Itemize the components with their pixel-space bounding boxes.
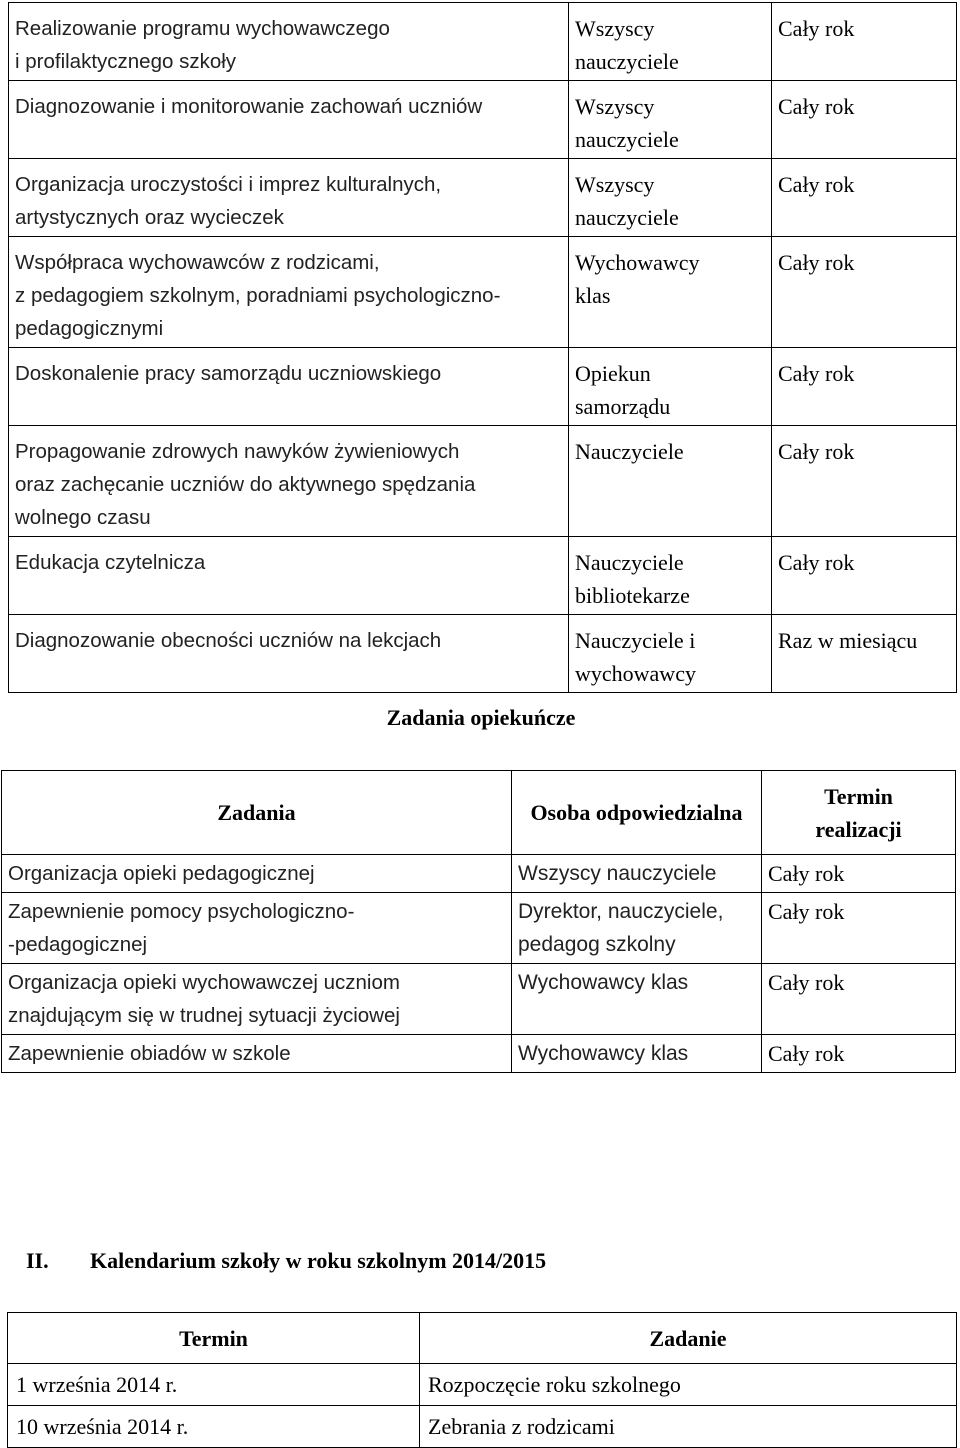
term-cell: Cały rok (762, 1035, 956, 1073)
task-cell (2, 855, 512, 893)
header-term (762, 771, 956, 855)
header-line: Termin (824, 783, 893, 809)
cell-line: -pedagogicznej (8, 933, 148, 956)
cell-line: Wszyscy (575, 16, 655, 41)
task-cell (2, 964, 512, 1035)
cell-line: Wszyscy (575, 94, 655, 119)
cell-line: Doskonalenie pracy samorządu uczniowskiego (15, 362, 442, 385)
tasks-table-educational (8, 2, 957, 693)
table-row (8, 1364, 957, 1406)
task-cell (9, 3, 569, 81)
cell-line: nauczyciele (575, 127, 679, 152)
task-cell (9, 537, 569, 615)
cell-line: nauczyciele (575, 205, 679, 230)
term-cell: Cały rok (762, 855, 956, 893)
cell-line: klas (575, 283, 611, 308)
cell-line: wolnego czasu (15, 506, 151, 529)
responsible-cell (569, 426, 772, 537)
cell-line: z pedagogiem szkolnym, poradniami psychologiczno- (15, 284, 501, 307)
cell-line: bibliotekarze (575, 583, 690, 608)
date-cell: 10 września 2014 r. (8, 1406, 420, 1448)
cell-line: pedagogicznymi (15, 317, 164, 340)
table-row (9, 159, 957, 237)
table-row (9, 81, 957, 159)
table-row (2, 964, 956, 1035)
event-cell: Zebrania z rodzicami (420, 1406, 957, 1448)
cell-line: nauczyciele (575, 49, 679, 74)
task-cell (2, 893, 512, 964)
cell-line: Diagnozowanie obecności uczniów na lekcjach (15, 629, 442, 652)
cell-line: Wszyscy (575, 172, 655, 197)
responsible-cell (569, 159, 772, 237)
term-cell: Raz w miesiącu (772, 615, 957, 693)
header-task: Zadanie (420, 1313, 957, 1364)
cell-line: Wychowawcy klas (518, 1042, 689, 1065)
cell-line: Diagnozowanie i monitorowanie zachowań uczniów (15, 95, 483, 118)
table-row (9, 3, 957, 81)
header-responsible: Osoba odpowiedzialna (512, 771, 762, 855)
table-row (9, 348, 957, 426)
cell-line: Wychowawcy klas (518, 971, 689, 994)
table-row (9, 237, 957, 348)
responsible-cell (569, 615, 772, 693)
term-cell: Cały rok (772, 159, 957, 237)
responsible-cell (512, 893, 762, 964)
cell-line: artystycznych oraz wycieczek (15, 206, 284, 229)
tasks-table-care (1, 770, 956, 1073)
cell-line: Organizacja opieki wychowawczej uczniom (8, 971, 400, 994)
table-row (9, 426, 957, 537)
header-term: Termin (8, 1313, 420, 1364)
table-row (9, 615, 957, 693)
term-cell: Cały rok (772, 237, 957, 348)
cell-line: Nauczyciele (575, 439, 684, 464)
section-title-opiekuncze: Zadania opiekuńcze (386, 705, 576, 730)
cell-line: Współpraca wychowawców z rodzicami, (15, 251, 380, 274)
cell-line: Organizacja opieki pedagogicznej (8, 862, 315, 885)
table-row (2, 855, 956, 893)
responsible-cell (512, 1035, 762, 1073)
section-number: II. (26, 1248, 49, 1273)
calendar-table (7, 1312, 957, 1448)
cell-line: wychowawcy (575, 661, 696, 686)
cell-line: i profilaktycznego szkoły (15, 50, 237, 73)
responsible-cell (512, 964, 762, 1035)
cell-line: samorządu (575, 394, 671, 419)
term-cell: Cały rok (772, 81, 957, 159)
header-tasks: Zadania (2, 771, 512, 855)
table-row (2, 1035, 956, 1073)
cell-line: Zapewnienie obiadów w szkole (8, 1042, 291, 1065)
cell-line: oraz zachęcanie uczniów do aktywnego spędzania (15, 473, 476, 496)
cell-line: Edukacja czytelnicza (15, 551, 206, 574)
cell-line: Realizowanie programu wychowawczego (15, 17, 390, 40)
cell-line: Wychowawcy (575, 250, 700, 275)
responsible-cell (569, 81, 772, 159)
cell-line: Zapewnienie pomocy psychologiczno- (8, 900, 355, 923)
responsible-cell (569, 348, 772, 426)
table-header-row (2, 771, 956, 855)
term-cell: Cały rok (762, 893, 956, 964)
date-cell: 1 września 2014 r. (8, 1364, 420, 1406)
term-cell: Cały rok (762, 964, 956, 1035)
cell-line: Nauczyciele i (575, 628, 696, 653)
cell-line: Nauczyciele (575, 550, 684, 575)
table-header-row (8, 1313, 957, 1364)
cell-line: pedagog szkolny (518, 933, 676, 956)
term-cell: Cały rok (772, 348, 957, 426)
table-row (8, 1406, 957, 1448)
section-title-text: Kalendarium szkoły w roku szkolnym 2014/2015 (90, 1248, 547, 1273)
event-cell: Rozpoczęcie roku szkolnego (420, 1364, 957, 1406)
task-cell (9, 237, 569, 348)
responsible-cell (569, 537, 772, 615)
task-cell (9, 159, 569, 237)
header-line: realizacji (815, 816, 902, 842)
task-cell (9, 426, 569, 537)
cell-line: Opiekun (575, 361, 651, 386)
term-cell: Cały rok (772, 3, 957, 81)
responsible-cell (569, 3, 772, 81)
task-cell (2, 1035, 512, 1073)
section-title-kalendarium (26, 1244, 546, 1278)
responsible-cell (569, 237, 772, 348)
table-row (2, 893, 956, 964)
task-cell (9, 615, 569, 693)
term-cell: Cały rok (772, 426, 957, 537)
responsible-cell (512, 855, 762, 893)
task-cell (9, 348, 569, 426)
task-cell (9, 81, 569, 159)
cell-line: Wszyscy nauczyciele (518, 862, 717, 885)
cell-line: Organizacja uroczystości i imprez kulturalnych, (15, 173, 442, 196)
term-cell: Cały rok (772, 537, 957, 615)
cell-line: Propagowanie zdrowych nawyków żywieniowych (15, 440, 460, 463)
cell-line: Dyrektor, nauczyciele, (518, 900, 724, 923)
cell-line: znajdującym się w trudnej sytuacji życiowej (8, 1004, 400, 1027)
table-row (9, 537, 957, 615)
